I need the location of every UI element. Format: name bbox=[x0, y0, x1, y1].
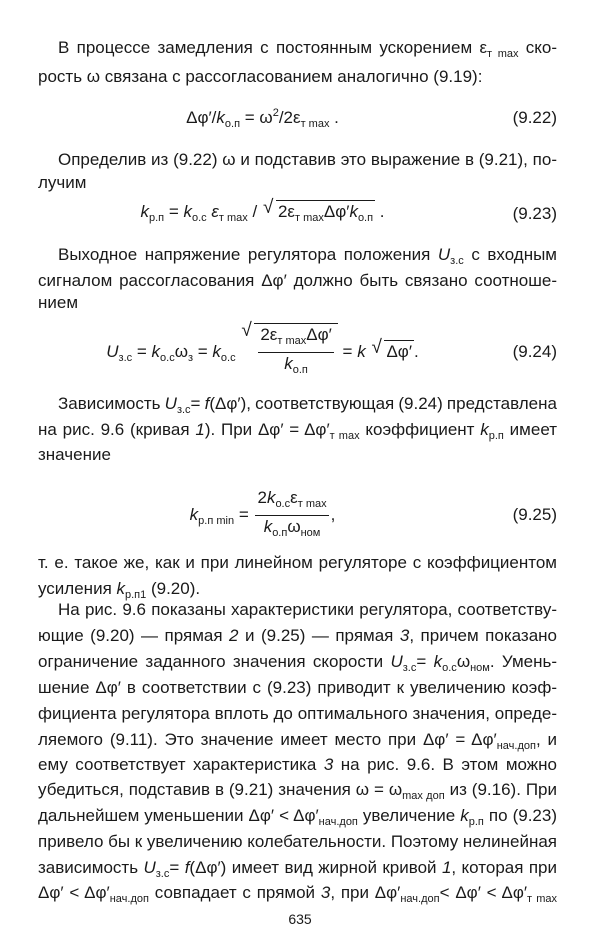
subscript: з.с bbox=[118, 351, 133, 364]
subscript: з.с bbox=[450, 255, 464, 267]
text-line-body bbox=[38, 651, 557, 679]
equation-body bbox=[190, 487, 336, 544]
text-line-body bbox=[38, 729, 557, 757]
text-run: 2 bbox=[257, 487, 267, 507]
text-line bbox=[38, 270, 557, 292]
text-run: нием bbox=[38, 293, 79, 312]
text-run: сигналом рассогласования Δφ′ должно быть связано соотноше- bbox=[38, 271, 557, 290]
subscript: о.п bbox=[357, 211, 374, 224]
subscript: о.п bbox=[224, 117, 241, 130]
text-run: ). При Δφ′ = Δφ′ bbox=[204, 420, 330, 439]
text-run: (9.20). bbox=[146, 579, 201, 598]
text-run: рость ω связана с рассогласованием аналогично (9.19): bbox=[38, 67, 483, 86]
text-line-body bbox=[38, 419, 557, 447]
text-line bbox=[38, 857, 557, 885]
math-variable: 3 bbox=[323, 755, 334, 774]
text-line-body bbox=[58, 599, 557, 621]
text-run: фициента регулятора вплоть до оптимального значения, опреде- bbox=[38, 704, 557, 723]
equation-number: (9.22) bbox=[512, 108, 557, 127]
math-variable: k bbox=[216, 107, 225, 127]
text-run: / bbox=[247, 201, 262, 221]
text-run: ω bbox=[287, 516, 301, 536]
text-run: . bbox=[375, 201, 385, 221]
text-run: , которая при bbox=[451, 858, 557, 877]
text-run: (Δφ′) имеет вид жирной кривой bbox=[189, 858, 442, 877]
subscript: т max bbox=[487, 48, 519, 60]
math-variable: 1 bbox=[441, 858, 452, 877]
text-run: ω bbox=[174, 341, 188, 361]
superscript: 2 bbox=[272, 106, 279, 119]
text-run bbox=[236, 342, 241, 361]
equation-number: (9.24) bbox=[512, 342, 557, 361]
text-line-body bbox=[38, 172, 86, 194]
subscript: р.п min bbox=[198, 514, 235, 527]
math-variable: k bbox=[116, 579, 125, 598]
math-variable: k bbox=[189, 504, 199, 524]
text-line-body bbox=[38, 703, 557, 725]
subscript: т max bbox=[329, 430, 360, 442]
text-line-body bbox=[38, 882, 557, 910]
subscript: ном bbox=[470, 662, 490, 674]
math-variable: k bbox=[151, 341, 161, 361]
text-line-body bbox=[38, 857, 557, 885]
text-run: привело бы к увеличению колебательности. Поэтому нелинейная bbox=[38, 832, 557, 851]
text-line-body bbox=[38, 552, 557, 574]
text-run: лучим bbox=[38, 173, 87, 192]
equation bbox=[38, 102, 557, 135]
equation bbox=[38, 200, 557, 229]
text-line bbox=[38, 552, 557, 574]
equation-number: (9.25) bbox=[512, 505, 557, 524]
subscript: т max bbox=[300, 117, 330, 130]
subscript: т max bbox=[527, 893, 557, 905]
math-variable: k bbox=[263, 516, 273, 536]
math-variable: U bbox=[437, 245, 451, 264]
text-line-body bbox=[58, 244, 557, 272]
text-line bbox=[38, 292, 557, 314]
text-line-body bbox=[38, 444, 111, 466]
text-line bbox=[38, 831, 557, 853]
math-variable: U bbox=[106, 341, 119, 361]
text-run: (Δφ′), соответствующая (9.24) представлена bbox=[209, 394, 557, 413]
text-run: ω bbox=[456, 652, 471, 671]
text-run: совпадает с прямой bbox=[148, 883, 321, 902]
denominator bbox=[258, 353, 334, 381]
subscript: нач.доп bbox=[400, 893, 440, 905]
text-run: с входным bbox=[463, 245, 557, 264]
equation-body bbox=[140, 200, 384, 229]
text-run: Δφ′ < Δφ′ bbox=[38, 883, 110, 902]
text-run: т. е. такое же, как и при линейном регуляторе с коэффициентом bbox=[38, 553, 557, 572]
text-run: усиления bbox=[38, 579, 117, 598]
text-run: ско- bbox=[518, 38, 557, 57]
math-variable: k bbox=[266, 487, 276, 507]
text-run: по (9.23) bbox=[483, 806, 557, 825]
text-run: 2ε bbox=[277, 201, 295, 221]
text-line-body bbox=[38, 779, 557, 807]
text-line-body bbox=[58, 393, 557, 421]
math-variable: 3 bbox=[320, 883, 331, 902]
text-run: убедиться, подставив в (9.21) значения ω = ω bbox=[38, 780, 403, 799]
text-line-body bbox=[38, 66, 482, 88]
text-run: зависимость bbox=[38, 858, 144, 877]
text-run: = bbox=[416, 652, 434, 671]
text-line bbox=[38, 779, 557, 807]
text-run: = bbox=[169, 858, 185, 877]
text-run: 2ε bbox=[260, 325, 278, 344]
math-variable: U bbox=[164, 394, 177, 413]
equation-number: (9.23) bbox=[512, 204, 557, 223]
subscript: з.с bbox=[402, 662, 417, 674]
text-run: = bbox=[234, 504, 254, 524]
subscript: о.с bbox=[442, 662, 457, 674]
text-run: = bbox=[337, 341, 358, 361]
text-run: . bbox=[414, 341, 419, 361]
text-run: Δφ′ bbox=[323, 201, 350, 221]
text-run: Выходное напряжение регулятора положения bbox=[58, 245, 438, 264]
text-line-body bbox=[38, 270, 557, 292]
subscript: нач.доп bbox=[109, 893, 149, 905]
text-run: . Умень- bbox=[489, 652, 557, 671]
equation-body bbox=[186, 102, 339, 135]
text-run: , причем показано bbox=[409, 626, 557, 645]
text-run: ющие (9.20) — прямая bbox=[38, 626, 230, 645]
text-run: дальнейшем уменьшении Δφ′ < Δφ′ bbox=[38, 806, 319, 825]
math-variable: 3 bbox=[399, 626, 410, 645]
text-line bbox=[38, 599, 557, 621]
text-line-body bbox=[38, 292, 78, 314]
denominator bbox=[255, 516, 328, 544]
text-run: = bbox=[132, 341, 152, 361]
subscript: о.п bbox=[272, 526, 288, 539]
math-variable: 1 bbox=[195, 420, 205, 439]
subscript: т max bbox=[218, 211, 248, 224]
text-run: = bbox=[190, 394, 205, 413]
subscript: т max bbox=[277, 335, 307, 347]
text-line bbox=[38, 172, 557, 194]
text-run: значение bbox=[38, 445, 111, 464]
text-run: Δφ′ bbox=[306, 325, 332, 344]
text-line bbox=[38, 805, 557, 833]
text-run: < Δφ′ < Δφ′ bbox=[439, 883, 528, 902]
text-line bbox=[38, 754, 557, 776]
text-run: ограничение заданного значения скорости bbox=[38, 652, 391, 671]
math-variable: k bbox=[460, 806, 469, 825]
text-run: из (9.16). При bbox=[444, 780, 557, 799]
text-run: , и bbox=[535, 730, 557, 749]
subscript: о.с bbox=[220, 351, 236, 364]
text-line-body bbox=[38, 677, 557, 699]
subscript: max доп bbox=[402, 790, 445, 802]
text-run: на рис. 9.6. В этом можно bbox=[333, 755, 557, 774]
text-line bbox=[38, 393, 557, 421]
fraction bbox=[255, 487, 328, 544]
square-root bbox=[254, 323, 338, 381]
text-line bbox=[38, 677, 557, 699]
math-variable: U bbox=[143, 858, 156, 877]
subscript: нач.доп bbox=[318, 816, 358, 828]
math-variable: k bbox=[284, 354, 293, 373]
fraction bbox=[258, 324, 334, 381]
text-line-body bbox=[58, 37, 557, 65]
page-number: 635 bbox=[288, 911, 312, 927]
text-run: увеличение bbox=[357, 806, 461, 825]
text-run: , bbox=[330, 504, 336, 524]
equation-body bbox=[106, 323, 419, 381]
text-line bbox=[38, 419, 557, 447]
math-variable: k bbox=[433, 652, 443, 671]
text-line-body bbox=[38, 625, 557, 647]
numerator bbox=[255, 487, 328, 516]
subscript: р.п1 bbox=[125, 589, 147, 601]
text-run: Δφ′/ bbox=[186, 107, 217, 127]
subscript: з bbox=[187, 351, 194, 364]
text-run bbox=[366, 342, 371, 361]
numerator bbox=[258, 324, 334, 353]
subscript: р.п bbox=[468, 816, 484, 828]
square-root bbox=[384, 340, 414, 363]
text-run: В процессе замедления с постоянным ускорением ε bbox=[58, 38, 488, 57]
text-line-body bbox=[58, 149, 557, 171]
text-run: = bbox=[193, 341, 213, 361]
subscript: р.п bbox=[148, 211, 165, 224]
math-variable: k bbox=[140, 201, 149, 221]
subscript: о.с bbox=[275, 497, 291, 510]
text-line bbox=[38, 244, 557, 272]
math-variable: f bbox=[204, 394, 210, 413]
text-run: коэффициент bbox=[359, 420, 481, 439]
text-run: На рис. 9.6 показаны характеристики регулятора, соответству- bbox=[58, 600, 557, 619]
text-run: ляемого (9.11). Это значение имеет место при Δφ′ = Δφ′ bbox=[38, 730, 497, 749]
text-line bbox=[38, 37, 557, 65]
math-variable: 2 bbox=[229, 626, 239, 645]
text-run: на рис. 9.6 (кривая bbox=[38, 420, 196, 439]
text-line bbox=[38, 625, 557, 647]
text-run: = ω bbox=[240, 107, 273, 127]
text-run: = bbox=[164, 201, 184, 221]
text-run: Определив из (9.22) ω и подставив это выражение в (9.21), по- bbox=[58, 150, 557, 169]
math-variable: k bbox=[357, 341, 366, 361]
math-variable: U bbox=[390, 652, 403, 671]
text-line bbox=[38, 651, 557, 679]
math-variable: k bbox=[183, 201, 192, 221]
math-variable: f bbox=[184, 858, 190, 877]
equation bbox=[38, 487, 557, 544]
text-run: . bbox=[329, 107, 339, 127]
text-run: ε bbox=[290, 487, 298, 507]
equation bbox=[38, 323, 557, 381]
subscript: ном bbox=[300, 526, 321, 539]
text-line-body bbox=[38, 831, 557, 853]
subscript: о.п bbox=[292, 364, 308, 376]
subscript: р.п bbox=[488, 430, 504, 442]
square-root bbox=[276, 200, 375, 229]
math-variable: k bbox=[480, 420, 489, 439]
text-run: имеет bbox=[503, 420, 557, 439]
math-variable: k bbox=[349, 201, 358, 221]
subscript: т max bbox=[297, 497, 327, 510]
subscript: нач.доп bbox=[496, 740, 536, 752]
subscript: з.с bbox=[155, 868, 170, 880]
text-run: , при Δφ′ bbox=[330, 883, 401, 902]
subscript: о.с bbox=[191, 211, 207, 224]
text-run: Зависимость bbox=[58, 394, 165, 413]
text-line bbox=[38, 882, 557, 910]
text-line-body bbox=[38, 754, 557, 776]
text-run: /2ε bbox=[278, 107, 301, 127]
subscript: з.с bbox=[176, 404, 191, 416]
text-run: Δφ′ bbox=[386, 341, 413, 361]
subscript: о.с bbox=[160, 351, 175, 364]
text-run: и (9.25) — прямая bbox=[238, 626, 400, 645]
math-variable: k bbox=[212, 341, 221, 361]
text-line bbox=[38, 149, 557, 171]
text-line-body bbox=[38, 805, 557, 833]
text-run: ему соответствует характеристика bbox=[38, 755, 324, 774]
text-line bbox=[38, 444, 557, 466]
text-run: шение Δφ′ в соответствии с (9.23) приводит к увеличению коэф- bbox=[38, 678, 557, 697]
text-line bbox=[38, 729, 557, 757]
text-line bbox=[38, 66, 557, 88]
math-variable: ε bbox=[211, 201, 219, 221]
text-line bbox=[38, 703, 557, 725]
subscript: т max bbox=[294, 211, 324, 224]
